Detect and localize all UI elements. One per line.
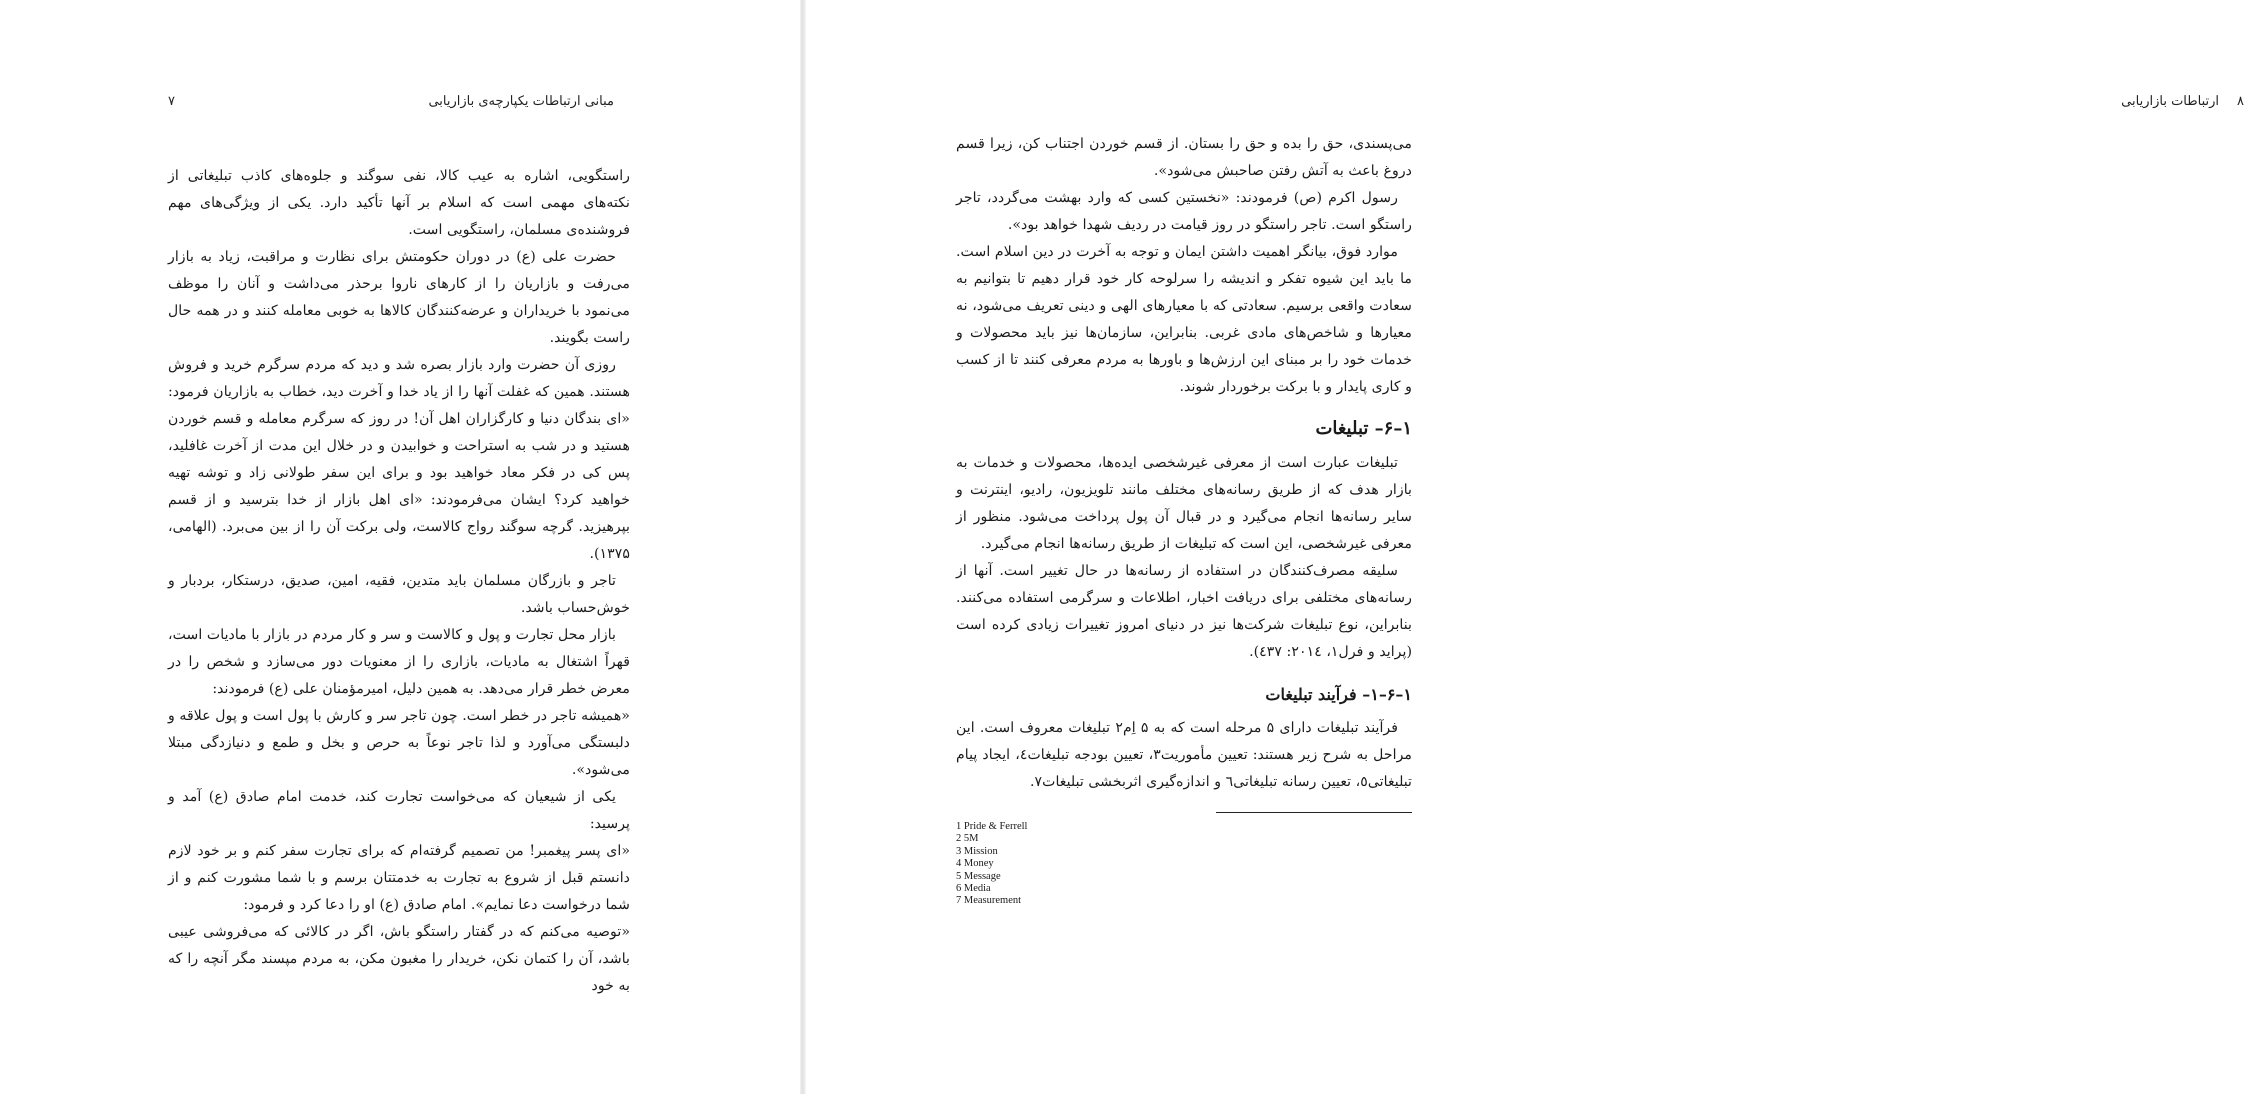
running-header: [168, 90, 630, 112]
paragraph: روزی آن حضرت وارد بازار بصره شد و دید که مردم سرگرم خرید و فروش هستند. همین که غفلت آنها را از یاد خدا و آخرت دید، خطاب به بازاریان فرمود: «ای بندگان دنیا و کارگزاران اهل آن! در روز که سرگرم معامله و قسم خوردن هستید و در شب به استراحت و خوابیدن و در خلال این مدت از آخرت غافلید، پس کی در فکر معاد خواهید بود و برای این سفر طولانی زاد و توشه تهیه خواهید کرد؟ ایشان می‌فرمودند: «ای اهل بازار از خدا بترسید و از قسم بپرهیزید. گرچه سوگند رواج کالاست، ولی برکت آن را از بین می‌برد. (الهامی، ۱۳۷۵).: [168, 357, 630, 562]
running-title: ارتباطات بازاریابی: [2121, 93, 2220, 109]
quote-paragraph: «ای پسر پیغمبر! من تصمیم گرفته‌ام که برای تجارت سفر کنم و بر خود لازم دانستم قبل از شروع به تجارت به خدمتتان برسم و با شما مشورت کنم و از شما درخواست دعا نمایم». امام صادق (ع) او را دعا کرد و فرمود:: [168, 843, 630, 913]
left-page: [0, 0, 800, 1094]
body-text-column: [168, 163, 630, 1000]
section-heading: ۱–۶– تبلیغات: [1315, 418, 1412, 439]
quote-paragraph: «همیشه تاجر در خطر است. چون تاجر سر و کارش با پول است و پول علاقه و دلبستگی می‌آورد و لذا تاجر نوعاً به حرص و بخل و طمع و دنیازدگی مبتلا می‌شود».: [168, 708, 630, 778]
paragraph: موارد فوق، بیانگر اهمیت داشتن ایمان و توجه به آخرت در دین اسلام است. ما باید این شیوه تفکر و اندیشه را سرلوحه کار خود قرار دهیم تا بتوانیم به سعادت واقعی برسیم. سعادتی که با معیارهای الهی و دینی تعریف می‌شود، نه معیارها و شاخص‌های مادی غربی. بنابراین، سازمان‌ها نیز باید محصولات و خدمات خود را بر مبنای این ارزش‌ها و باورها به مردم معرفی کنند تا از کسب و کاری پایدار و با برکت برخوردار شوند.: [956, 244, 1412, 395]
page-number: ۷: [168, 93, 175, 109]
paragraph: تاجر و بازرگان مسلمان باید متدین، فقیه، امین، صدیق، درستکار، بردبار و خوش‌حساب باشد.: [168, 573, 630, 616]
footnote: 5 Message: [956, 870, 1001, 882]
paragraph: راستگویی، اشاره به عیب کالا، نفی سوگند و جلوه‌های کاذب تبلیغاتی از نکته‌های مهمی است که اسلام بر آنها تأکید دارد. یکی از ویژگی‌های مهم فروشنده‌ی مسلمان، راستگویی است.: [168, 168, 630, 238]
quote-paragraph: «توصیه می‌کنم که در گفتار راستگو باش، اگر در کالائی که می‌فروشی عیبی باشد، آن را کتمان نکن، خریدار را مغبون مکن، به مردم مپسند مگر آنچه را که به خود: [168, 924, 630, 994]
paragraph: می‌پسندی، حق را بده و حق را بستان. از قسم خوردن اجتناب کن، زیرا قسم دروغ باعث به آتش رفتن صاحبش می‌شود».: [956, 136, 1412, 179]
right-page: [806, 0, 2244, 1094]
paragraph: سلیقه مصرف‌کنندگان در استفاده از رسانه‌ها در حال تغییر است. آنها از رسانه‌های مختلفی برای دریافت اخبار، اطلاعات و سرگرمی استفاده می‌کنند. بنابراین، نوع تبلیغات شرکت‌ها نیز در دنیای امروز تغییرات زیادی کرده است (پراید و فرل۱، ۲۰۱٤: ٤۳۷).: [956, 563, 1412, 660]
footnote: 2 5M: [956, 833, 979, 845]
paragraph: بازار محل تجارت و پول و کالاست و سر و کار مردم در بازار با مادیات است، قهراً اشتغال به مادیات، بازاری را از معنویات دور می‌سازد و شخص را در معرض خطر قرار می‌دهد. به همین دلیل، امیرمؤمنان علی (ع) فرمودند:: [168, 627, 630, 697]
running-header: [1326, 90, 2244, 112]
subsection-heading: ۱–۶–۱– فرآیند تبلیغات: [1265, 685, 1412, 704]
paragraph: فرآیند تبلیغات دارای ۵ مرحله است که به ۵ اِم۲ تبلیغات معروف است. این مراحل به شرح زیر هستند: تعیین مأموریت۳، تعیین بودجه تبلیغات٤، ایجاد پیام تبلیغاتی٥، تعیین رسانه تبلیغاتی٦ و اندازه‌گیری اثربخشی تبلیغات۷.: [956, 720, 1413, 790]
paragraph: تبلیغات عبارت است از معرفی غیرشخصی ایده‌ها، محصولات و خدمات به بازار هدف که از طریق رسانه‌های مختلف مانند تلویزیون، رادیو، اینترنت و سایر رسانه‌ها انجام می‌گیرد و در قبال آن پول پرداخت می‌شود. منظور از معرفی غیرشخصی، این است که تبلیغات از طریق رسانه‌ها انجام می‌گیرد.: [956, 455, 1412, 552]
footnote: 1 Pride & Ferrell: [956, 821, 1028, 832]
paragraph: حضرت علی (ع) در دوران حکومتش برای نظارت و مراقبت، زیاد به بازار می‌رفت و بازاریان را از کارهای ناروا برحذر می‌داشت و آنان را موظف می‌نمود با خریداران و عرضه‌کنندگان کالاها به خوبی معامله کنند و در همه حال راست بگویند.: [168, 249, 630, 346]
footnote-rule: [1216, 812, 1412, 813]
footnote: 3 Mission: [956, 845, 998, 857]
footnote: 6 Media: [956, 883, 991, 895]
page-number: ۸: [2237, 93, 2244, 109]
body-text-column: [956, 131, 1412, 908]
footnote: 7 Measurement: [956, 895, 1022, 907]
running-title: مبانی ارتباطات یکپارچه‌ی بازاریابی: [428, 93, 614, 109]
paragraph: یکی از شیعیان که می‌خواست تجارت کند، خدمت امام صادق (ع) آمد و پرسید:: [168, 789, 630, 832]
paragraph: رسول اکرم (ص) فرمودند: «نخستین کسی که وارد بهشت می‌گردد، تاجر راستگو است. تاجر راستگو در روز قیامت در ردیف شهدا خواهد بود».: [956, 190, 1412, 233]
footnotes: [956, 821, 1412, 908]
footnote: 4 Money: [956, 858, 994, 870]
